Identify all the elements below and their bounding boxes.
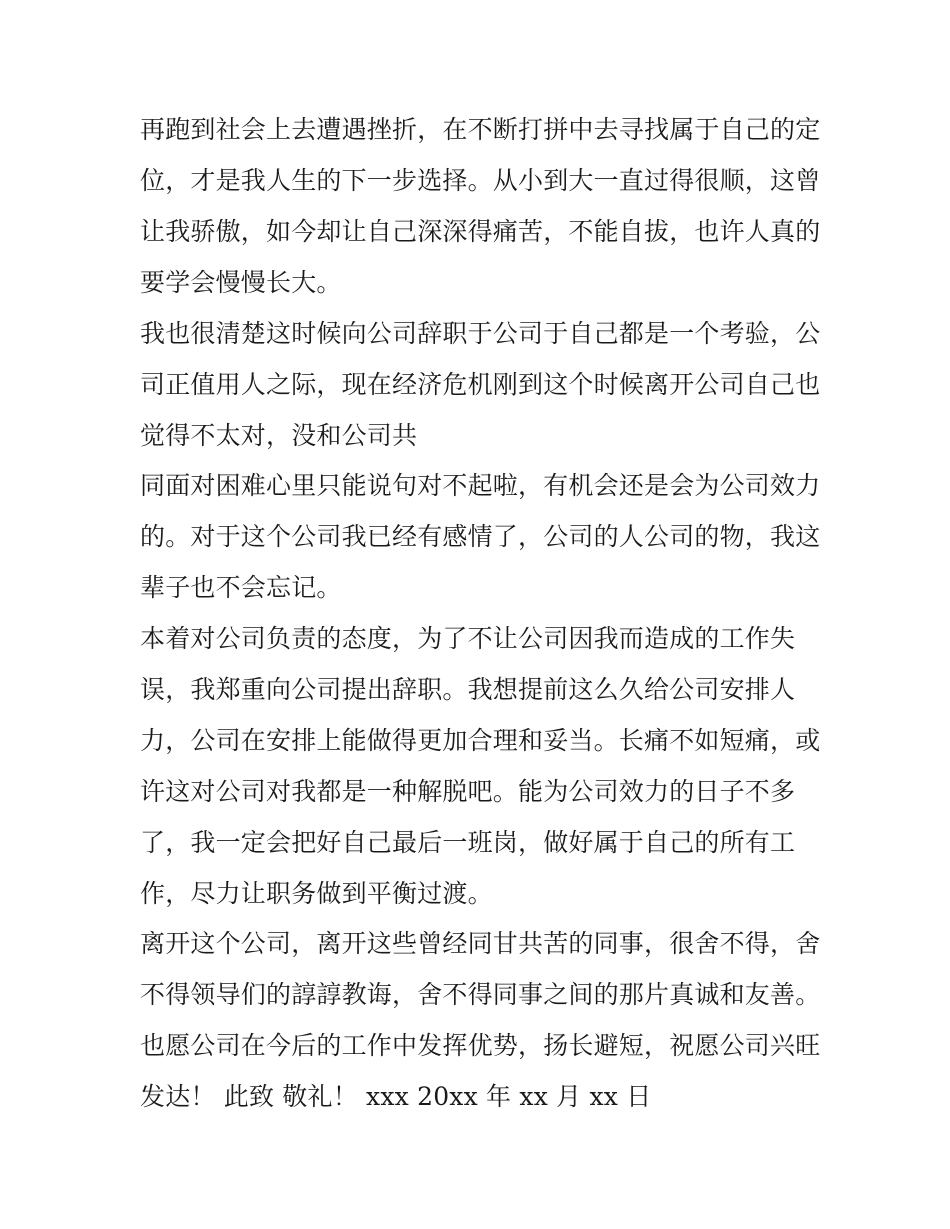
text-line: 让我骄傲，如今却让自己深深得痛苦，不能自拔，也许人真的 [140,217,821,246]
text-line: 误，我郑重向公司提出辞职。我想提前这么久给公司安排人 [140,675,796,704]
text-line: 我也很清楚这时候向公司辞职于公司于自己都是一个考验，公 [140,319,821,348]
text-line: 离开这个公司，离开这些曾经同甘共苦的同事，很舍不得，舍 [140,929,821,958]
text-line: 不得领导们的諄諄教诲，舍不得同事之间的那片真诚和友善。 [140,980,821,1009]
text-line: 再跑到社会上去遭遇挫折，在不断打拼中去寻找属于自己的定 [140,115,821,144]
text-line: 也愿公司在今后的工作中发挥优势，扬长避短，祝愿公司兴旺 [140,1031,821,1060]
text-line: 本着对公司负责的态度，为了不让公司因我而造成的工作失 [140,624,796,653]
text-line: 许这对公司对我都是一种解脱吧。能为公司效力的日子不多 [140,777,796,806]
text-line: 位，才是我人生的下一步选择。从小到大一直过得很顺，这曾 [140,166,821,195]
text-line: 作，尽力让职务做到平衡过渡。 [140,879,493,908]
text-line: 要学会慢慢长大。 [140,268,342,297]
closing-signature-line: 发达！ 此致 敬礼！ xxx 20xx 年 xx 月 xx 日 [140,1082,652,1111]
text-line: 辈子也不会忘记。 [140,573,342,602]
text-line: 觉得不太对，没和公司共 [140,421,418,450]
text-line: 了，我一定会把好自己最后一班岗，做好属于自己的所有工 [140,828,796,857]
text-line: 的。对于这个公司我已经有感情了，公司的人公司的物，我这 [140,522,821,551]
text-line: 力，公司在安排上能做得更加合理和妥当。长痛不如短痛，或 [140,726,821,755]
text-line: 同面对困难心里只能说句对不起啦，有机会还是会为公司效力 [140,471,821,500]
text-line: 司正值用人之际，现在经济危机刚到这个时候离开公司自己也 [140,370,821,399]
